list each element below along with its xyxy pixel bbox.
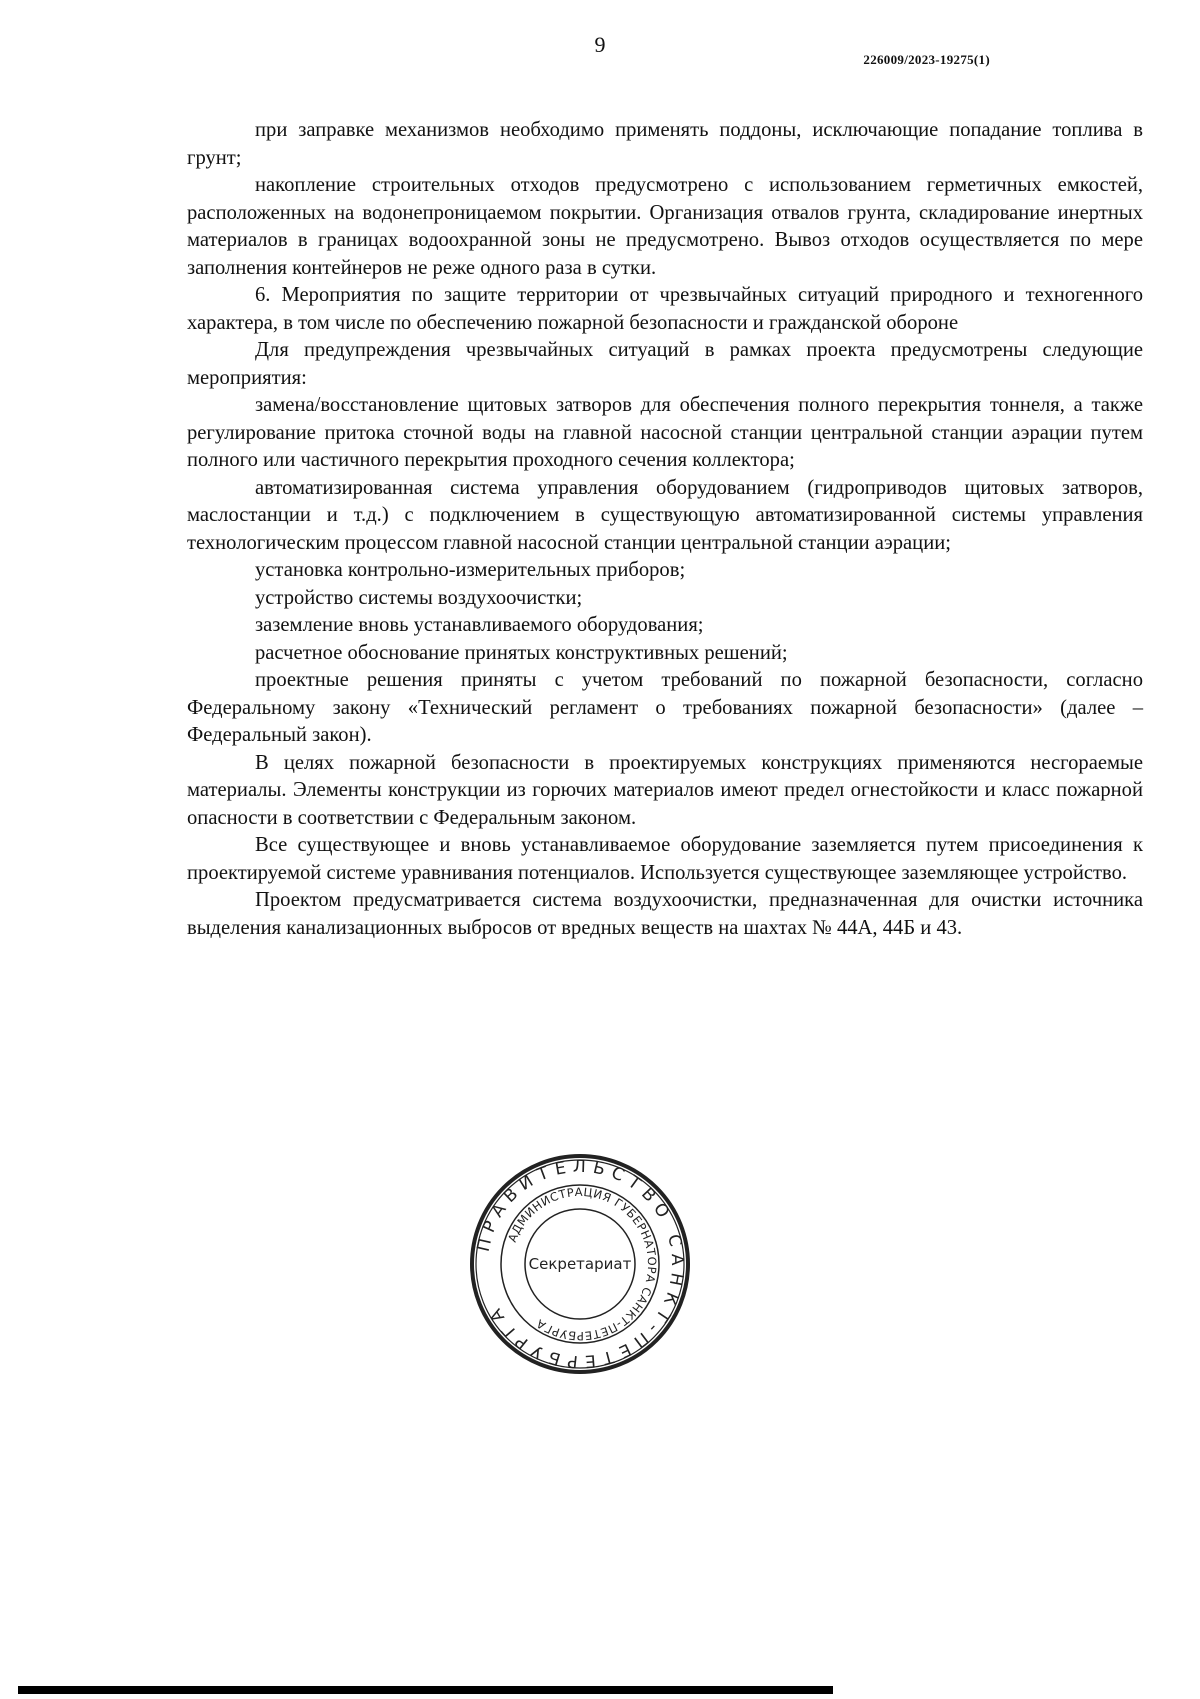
list-item-grounding: заземление вновь устанавливаемого оборудования; <box>255 614 704 636</box>
list-item-fire-safety: проектные решения приняты с учетом требований по пожарной безопасности, согласно Федеральному закону «Технический регламент о требованиях пожарной безопасности» (далее – Федеральный закон). <box>187 669 1143 746</box>
paragraph-fuel-trays: при заправке механизмов необходимо применять поддоны, исключающие попадание топлива в грунт; <box>187 119 1143 169</box>
list-item-automation: автоматизированная система управления оборудованием (гидроприводов щитовых затворов, маслостанции и т.д.) с подключением в существующую автоматизированной системы управления технологическим процессом главной насосной станции центральной станции аэрации; <box>187 476 1143 554</box>
scan-edge-bar <box>18 1686 833 1694</box>
list-item-calculation: расчетное обоснование принятых конструктивных решений; <box>255 641 788 664</box>
paragraph-grounding: Все существующее и вновь устанавливаемое оборудование заземляется путем присоединения к проектируемой системе уравнивания потенциалов. Используется существующее заземляющее устройство. <box>187 834 1143 884</box>
paragraph-section-6-heading: 6. Мероприятия по защите территории от чрезвычайных ситуаций природного и техногенного характера, в том числе по обеспечению пожарной безопасности и гражданской обороне <box>187 284 1143 334</box>
page-number: 9 <box>594 32 606 57</box>
paragraph-emergency-intro: Для предупреждения чрезвычайных ситуаций в рамках проекта предусмотрены следующие мероприятия: <box>187 339 1143 389</box>
seal-center-text: Секретариат <box>528 1255 632 1273</box>
paragraph-fire-materials: В целях пожарной безопасности в проектируемых конструкциях применяются несгораемые материалы. Элементы конструкции из горючих материалов имеют предел огнестойкости и класс пожарной опасности в соответствии с Федеральным законом. <box>187 751 1143 829</box>
official-seal <box>469 1153 691 1375</box>
document-id: 226009/2023-19275(1) <box>863 52 990 67</box>
list-item-gates: замена/восстановление щитовых затворов для обеспечения полного перекрытия тоннеля, а также регулирование притока сточной воды на главной насосной станции центральной станции аэрации путем полного или частичного перекрытия проходного сечения коллектора; <box>187 394 1143 471</box>
document-body <box>187 117 1143 942</box>
paragraph-air-cleaning-system: Проектом предусматривается система воздухоочистки, предназначенная для очистки источника выделения канализационных выбросов от вредных веществ на шахтах № 44А, 44Б и 43. <box>187 889 1143 939</box>
seal-inner-text: АДМИНИСТРАЦИЯ ГУБЕРНАТОРА САНКТ-ПЕТЕРБУРГА <box>504 1184 660 1344</box>
paragraph-waste-storage: накопление строительных отходов предусмотрено с использованием герметичных емкостей, расположенных на водонепроницаемом покрытии. Организация отвалов грунта, складирование инертных материалов в границах водоохранной зоны не предусмотрено. Вывоз отходов осуществляется по мере заполнения контейнеров не реже одного раза в сутки. <box>187 174 1143 279</box>
list-item-instruments: установка контрольно-измерительных приборов; <box>255 559 686 581</box>
seal-outer-text: ПРАВИТЕЛЬСТВО САНКТ-ПЕТЕРБУРГА <box>473 1156 688 1372</box>
list-item-air-cleaning: устройство системы воздухоочистки; <box>255 586 583 609</box>
